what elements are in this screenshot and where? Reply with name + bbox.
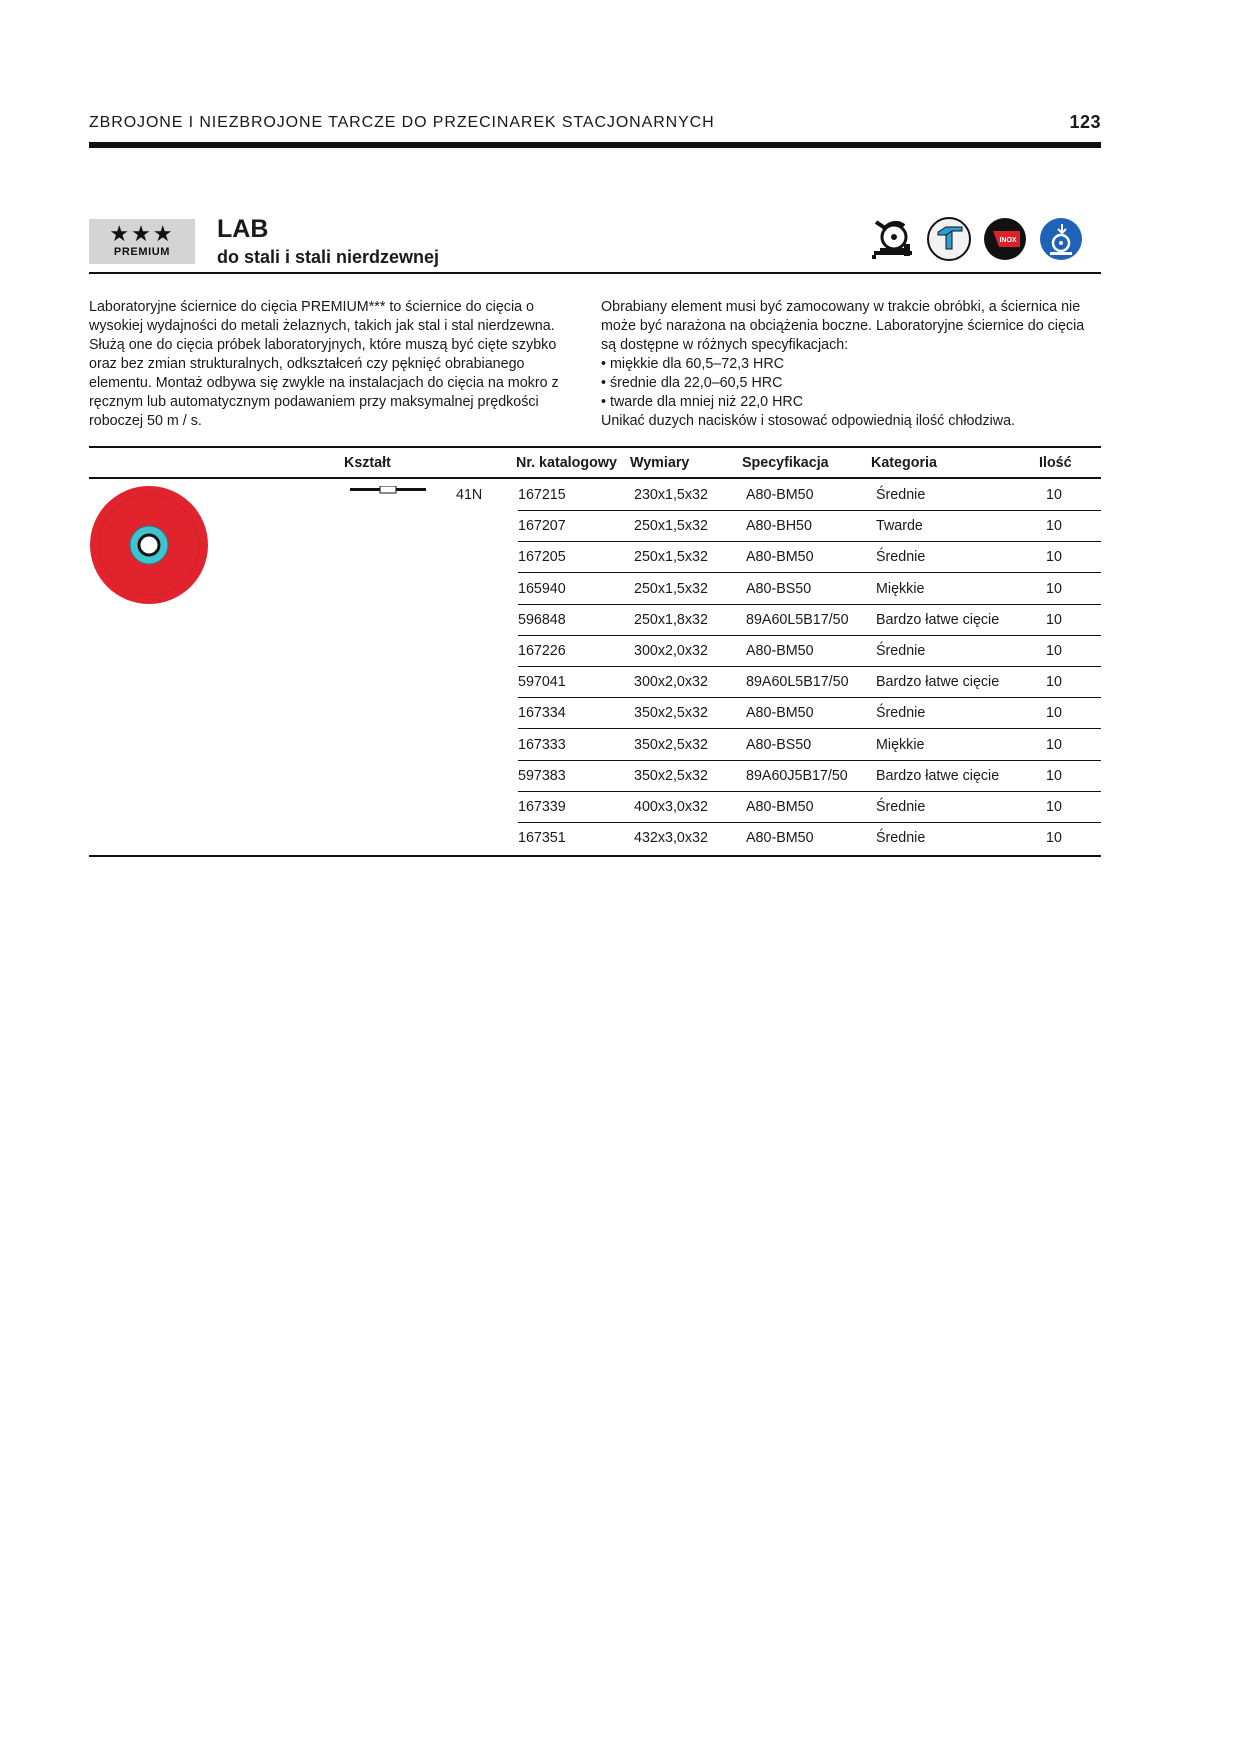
premium-label: PREMIUM — [113, 246, 171, 258]
quantity-cell: 10 — [1046, 830, 1062, 847]
dimensions-cell: 350x2,5x32 — [634, 767, 708, 784]
quantity-cell: 10 — [1046, 643, 1062, 659]
hardness-item: • średnie dla 22,0–60,5 HRC — [601, 374, 1089, 393]
page-header — [89, 110, 1101, 138]
catalog-number-cell: 167334 — [518, 705, 566, 722]
catalog-number-cell: 167339 — [518, 799, 566, 815]
hardness-list — [601, 355, 1089, 412]
hardness-item: • miękkie dla 60,5–72,3 HRC — [601, 355, 1089, 374]
dimensions-cell: 400x3,0x32 — [634, 799, 708, 815]
specification-cell: A80-BM50 — [746, 487, 814, 503]
quantity-cell: 10 — [1046, 705, 1062, 722]
category-cell: Miękkie — [876, 580, 925, 597]
shape-code: 41N — [456, 487, 483, 503]
table-row — [0, 697, 1240, 728]
product-name: LAB — [217, 215, 269, 243]
category-cell: Średnie — [876, 643, 926, 659]
table-row — [0, 510, 1240, 541]
specification-cell: A80-BM50 — [746, 705, 814, 722]
product-subtitle: do stali i stali nierdzewnej — [217, 247, 440, 267]
category-cell: Bardzo łatwe cięcie — [876, 767, 1000, 784]
quantity-cell: 10 — [1046, 674, 1062, 691]
quantity-cell: 10 — [1046, 767, 1062, 784]
header-divider — [89, 142, 1101, 148]
dimensions-cell: 432x3,0x32 — [634, 830, 708, 847]
description-left — [89, 298, 577, 431]
quantity-cell: 10 — [1046, 518, 1062, 535]
catalog-number-cell: 165940 — [518, 580, 566, 597]
quantity-cell: 10 — [1046, 487, 1062, 503]
specification-cell: 89A60J5B17/50 — [746, 767, 848, 784]
specification-cell: A80-BM50 — [746, 643, 814, 659]
catalog-number-cell: 167351 — [518, 830, 566, 847]
description-right-intro: Obrabiany element musi być zamocowany w trakcie obróbki, a ściernica nie może być narażona na obciążenia boczne. Laboratoryjne ściernice do cięcia są dostępne w różnych specyfikacjach: — [601, 299, 1085, 353]
catalog-number-cell: 596848 — [518, 611, 566, 628]
catalog-number-cell: 167205 — [518, 549, 566, 566]
catalog-number-cell: 167215 — [518, 487, 566, 503]
catalog-number-cell: 597041 — [518, 674, 566, 691]
column-header-spec: Specyfikacja — [742, 455, 829, 471]
dimensions-cell: 250x1,8x32 — [634, 611, 708, 628]
specification-cell: A80-BH50 — [746, 518, 812, 535]
table-row — [0, 635, 1240, 666]
category-cell: Średnie — [876, 799, 926, 815]
stationary-cutoff-machine-icon — [870, 216, 916, 262]
column-header-qty: Ilość — [1039, 455, 1072, 471]
category-cell: Twarde — [876, 518, 923, 535]
dimensions-cell: 350x2,5x32 — [634, 736, 708, 753]
specification-cell: A80-BM50 — [746, 799, 814, 815]
specification-cell: A80-BS50 — [746, 736, 812, 753]
specification-cell: A80-BM50 — [746, 830, 814, 847]
dimensions-cell: 250x1,5x32 — [634, 518, 708, 535]
heading-divider — [89, 272, 1101, 274]
specification-cell: 89A60L5B17/50 — [746, 674, 849, 691]
table-row — [0, 822, 1240, 853]
inox-label: INOX — [999, 237, 1017, 244]
category-cell: Bardzo łatwe cięcie — [876, 674, 1000, 691]
wet-cutting-icon — [1038, 216, 1084, 262]
dimensions-cell: 230x1,5x32 — [634, 487, 708, 503]
inox-icon — [982, 216, 1028, 262]
catalog-number-cell: 597383 — [518, 767, 566, 784]
table-row — [0, 573, 1240, 604]
description-left-text: Laboratoryjne ściernice do cięcia PREMIUM*** to ściernice do cięcia o wysokiej wydajności do metali żelaznych, takich jak stal i stal nierdzewna. Służą one do cięcia próbek laboratoryjnych, które muszą być cięte szybko oraz bez zmian strukturalnych, odkształceń czy pęknięć obrabianego elementu. Montaż odbywa się zwykle na instalacjach do cięcia na mokro z ręcznym lub automatycznym podawaniem przy maksymalnej prędkości roboczej 50 m / s. — [89, 299, 559, 429]
description-right-outro: Unikać duzych nacisków i stosować odpowiednią ilość chłodziwa. — [601, 413, 1016, 429]
quantity-cell: 10 — [1046, 549, 1062, 566]
premium-badge — [89, 219, 195, 264]
table-row — [0, 760, 1240, 791]
column-header-dimensions: Wymiary — [630, 455, 690, 471]
column-header-shape: Kształt — [344, 455, 391, 471]
dimensions-cell: 250x1,5x32 — [634, 580, 708, 597]
page-number: 123 — [1069, 112, 1101, 132]
table-row — [0, 541, 1240, 572]
category-cell: Średnie — [876, 549, 926, 566]
quantity-cell: 10 — [1046, 736, 1062, 753]
category-cell: Średnie — [876, 705, 926, 722]
table-row — [0, 729, 1240, 760]
table-bottom-border — [89, 855, 1101, 857]
section-title: ZBROJONE I NIEZBROJONE TARCZE DO PRZECINAREK STACJONARNYCH — [89, 114, 715, 131]
quantity-cell: 10 — [1046, 580, 1062, 597]
category-cell: Miękkie — [876, 736, 925, 753]
dimensions-cell: 300x2,0x32 — [634, 643, 708, 659]
catalog-number-cell: 167333 — [518, 736, 566, 753]
table-top-border — [89, 446, 1101, 448]
rating-stars: ★★★ — [109, 221, 175, 246]
category-cell: Średnie — [876, 487, 926, 503]
table-row — [0, 666, 1240, 697]
specification-cell: A80-BM50 — [746, 549, 814, 566]
table-row — [0, 604, 1240, 635]
table-row — [0, 479, 1240, 510]
quantity-cell: 10 — [1046, 611, 1062, 628]
description-right — [601, 298, 1089, 431]
steel-profile-icon — [926, 216, 972, 262]
specification-cell: 89A60L5B17/50 — [746, 611, 849, 628]
dimensions-cell: 350x2,5x32 — [634, 705, 708, 722]
catalog-number-cell: 167226 — [518, 643, 566, 659]
column-header-category: Kategoria — [871, 455, 937, 471]
dimensions-cell: 300x2,0x32 — [634, 674, 708, 691]
dimensions-cell: 250x1,5x32 — [634, 549, 708, 566]
table-row — [0, 791, 1240, 822]
quantity-cell: 10 — [1046, 799, 1062, 815]
column-header-catalog: Nr. katalogowy — [516, 455, 617, 471]
specification-cell: A80-BS50 — [746, 580, 812, 597]
catalog-number-cell: 167207 — [518, 518, 566, 535]
category-cell: Bardzo łatwe cięcie — [876, 611, 1000, 628]
hardness-item: • twarde dla mniej niż 22,0 HRC — [601, 393, 1089, 412]
category-cell: Średnie — [876, 830, 926, 847]
